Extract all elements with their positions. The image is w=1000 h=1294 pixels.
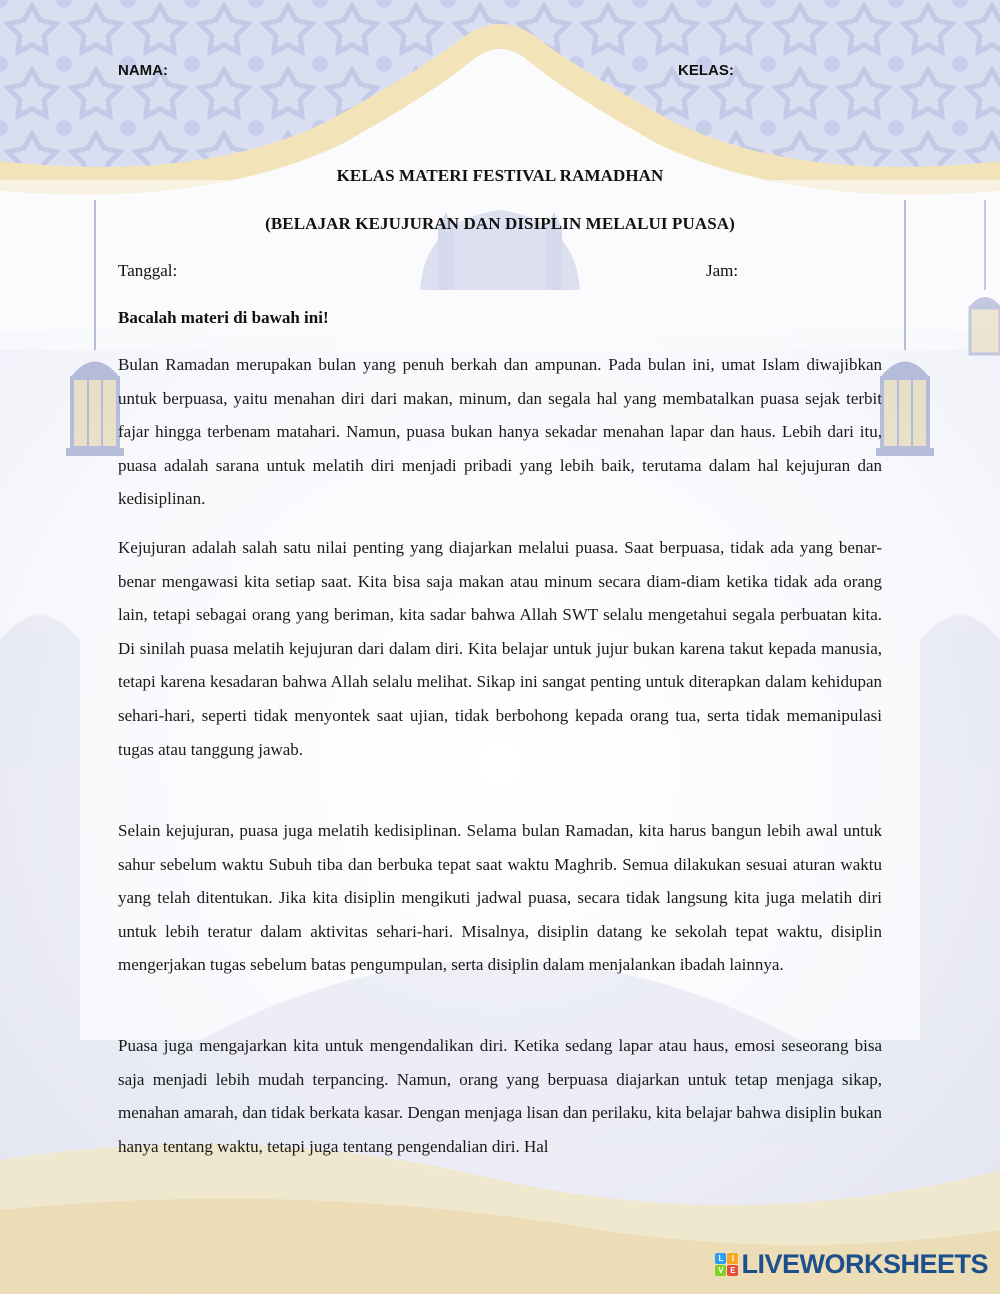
logo-mark-letter: E [727, 1265, 738, 1276]
instruction-text: Bacalah materi di bawah ini! [118, 308, 329, 327]
liveworksheets-logo [715, 1249, 988, 1280]
tanggal-label: Tanggal: [118, 261, 178, 280]
paragraph: Bulan Ramadan merupakan bulan yang penuh berkah dan ampunan. Pada bulan ini, umat Islam diwajibkan untuk berpuasa, yaitu menahan diri dari makan, minum, dan segala hal yang membatalkan puasa sejak terbit fajar hingga terbenam matahari. Namun, puasa bukan hanya sekadar menahan lapar dan haus. Lebih dari itu, puasa adalah sarana untuk melatih diri menjadi pribadi yang lebih baik, terutama dalam hal kejujuran dan kedisiplinan. [118, 355, 882, 509]
paragraph: Puasa juga mengajarkan kita untuk mengendalikan diri. Ketika sedang lapar atau haus, emosi seseorang bisa saja menjadi lebih mudah terpancing. Namun, orang yang berpuasa diajarkan untuk tetap menjaga sikap, menahan amarah, dan tidak berkata kasar. Dengan menjaga lisan dan perilaku, kita belajar bahwa disiplin bukan hanya tentang waktu, tetapi juga tentang pengendalian diri. Hal [118, 1036, 882, 1156]
liveworksheets-mark-icon [715, 1253, 739, 1277]
page-subtitle: (BELAJAR KEJUJURAN DAN DISIPLIN MELALUI PUASA) [265, 214, 735, 233]
logo-mark-letter: L [715, 1253, 726, 1264]
jam-label: Jam: [706, 261, 739, 280]
kelas-label: KELAS: [678, 62, 734, 79]
logo-mark-letter: V [715, 1265, 726, 1276]
logo-text: LIVEWORKSHEETS [741, 1249, 988, 1279]
logo-mark-letter: I [727, 1253, 738, 1264]
paragraph: Selain kejujuran, puasa juga melatih kedisiplinan. Selama bulan Ramadan, kita harus bangun lebih awal untuk sahur sebelum waktu Subuh tiba dan berbuka tepat saat waktu Maghrib. Semua dilakukan sesuai aturan waktu yang telah ditentukan. Jika kita disiplin mengikuti jadwal puasa, secara tidak langsung kita juga melatih diri untuk lebih teratur dalam aktivitas sehari-hari. Misalnya, disiplin datang ke sekolah tepat waktu, disiplin mengerjakan tugas sebelum batas pengumpulan, serta disiplin dalam menjalankan ibadah lainnya. [118, 821, 882, 975]
page-title: KELAS MATERI FESTIVAL RAMADHAN [336, 166, 664, 185]
paragraph: Kejujuran adalah salah satu nilai penting yang diajarkan melalui puasa. Saat berpuasa, tidak ada yang benar-benar mengawasi kita setiap saat. Kita bisa saja makan atau minum secara diam-diam ketika tidak ada orang lain, tetapi sebagai orang yang beriman, kita sadar bahwa Allah SWT selalu mengetahui segala perbuatan kita. Di sinilah puasa melatih kejujuran dari dalam diri. Kita belajar untuk jujur bukan karena takut kepada manusia, tetapi karena kesadaran bahwa Allah selalu melihat. Sikap ini sangat penting untuk diterapkan dalam kehidupan sehari-hari, seperti tidak menyontek saat ujian, tidak berbohong kepada orang tua, serta tidak memanipulasi tugas atau tanggung jawab. [118, 538, 882, 759]
nama-label: NAMA: [118, 62, 168, 79]
